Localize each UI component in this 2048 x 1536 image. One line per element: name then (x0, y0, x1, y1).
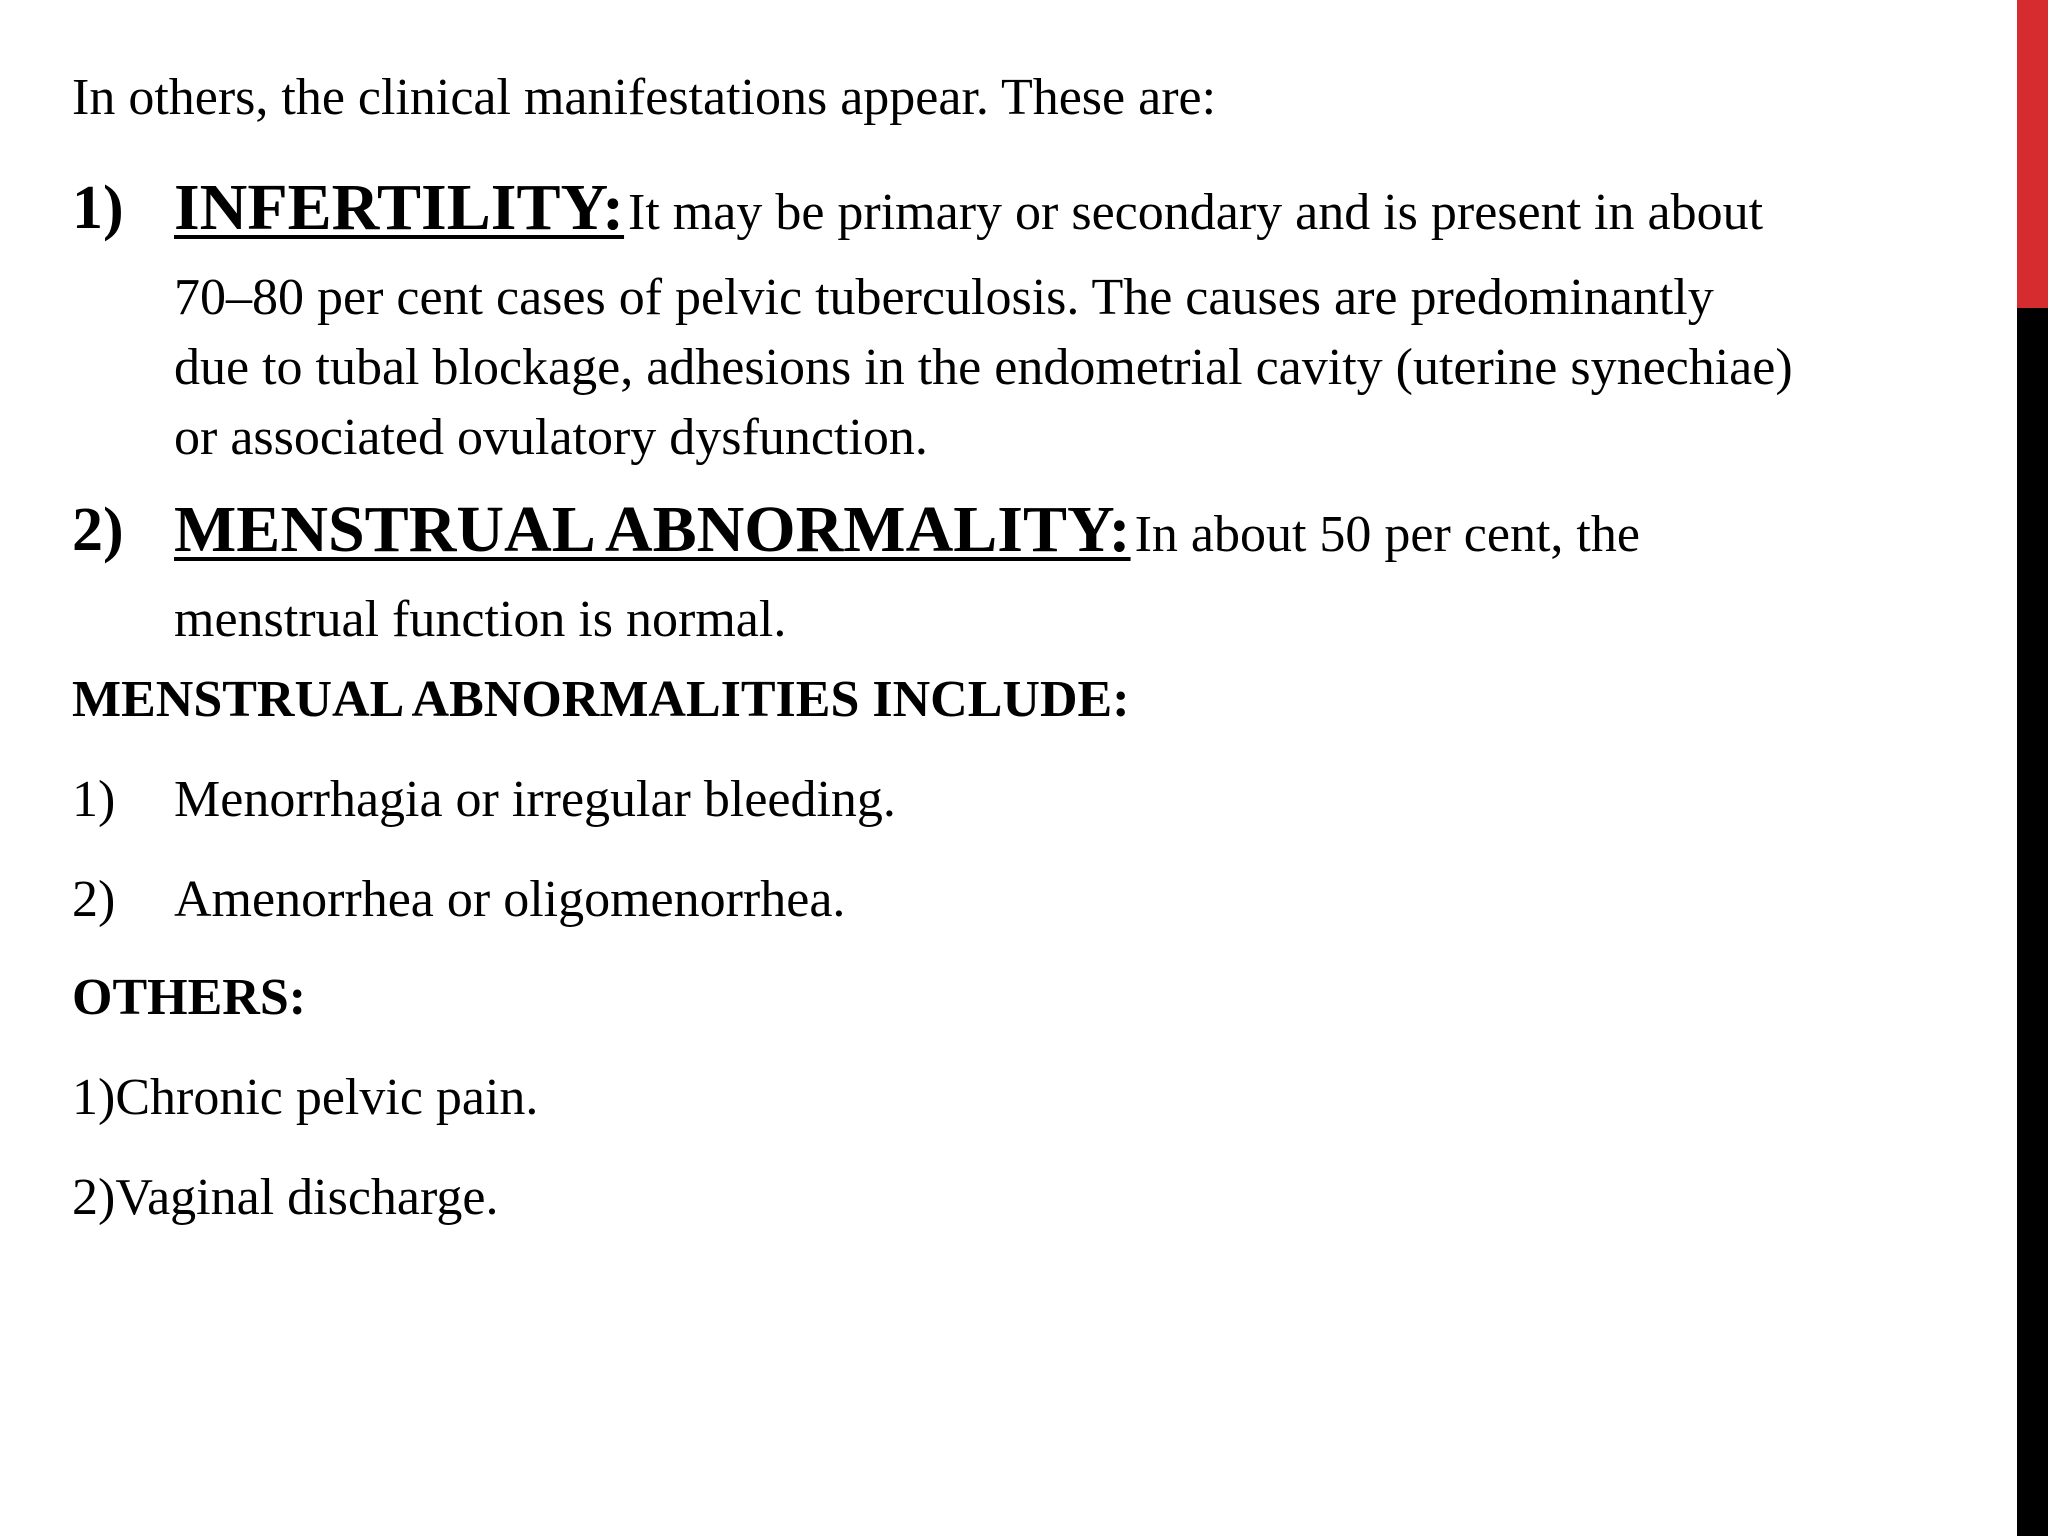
list-item-text: Menorrhagia or irregular bleeding. (174, 771, 896, 828)
intro-text: In others, the clinical manifestations appear. These are: (72, 69, 1217, 126)
item-first-line (174, 170, 2014, 263)
list-item: 1)Chronic pelvic pain. (72, 1069, 539, 1126)
list-item-number: 2) (72, 871, 116, 928)
item-number: 1) (72, 174, 124, 242)
accent-bar-black (2017, 308, 2048, 1536)
item-first-text: In about 50 per cent, the (1134, 506, 1640, 563)
item-continuation-line: due to tubal blockage, adhesions in the endometrial cavity (uterine synechiae) (174, 339, 1793, 396)
accent-bar-red (2017, 0, 2048, 308)
item-body (174, 492, 2014, 655)
section-title-others: OTHERS: (72, 969, 307, 1026)
item-continuation-line: or associated ovulatory dysfunction. (174, 409, 928, 466)
item-body (174, 170, 2014, 473)
item-continuation-line: menstrual function is normal. (174, 591, 787, 648)
item-first-line (174, 492, 2014, 585)
section-title-menstrual-abnormalities: MENSTRUAL ABNORMALITIES INCLUDE: (72, 671, 1130, 728)
item-heading: MENSTRUAL ABNORMALITY: (174, 493, 1131, 566)
item-number: 2) (72, 496, 124, 564)
item-first-text: It may be primary or secondary and is present in about (628, 184, 1764, 241)
list-item-number: 1) (72, 771, 116, 828)
item-continuation-line: 70–80 per cent cases of pelvic tuberculosis. The causes are predominantly (174, 269, 1714, 326)
list-item-text: Amenorrhea or oligomenorrhea. (174, 871, 846, 928)
list-item: 2)Vaginal discharge. (72, 1169, 499, 1226)
item-heading: INFERTILITY: (174, 171, 625, 244)
